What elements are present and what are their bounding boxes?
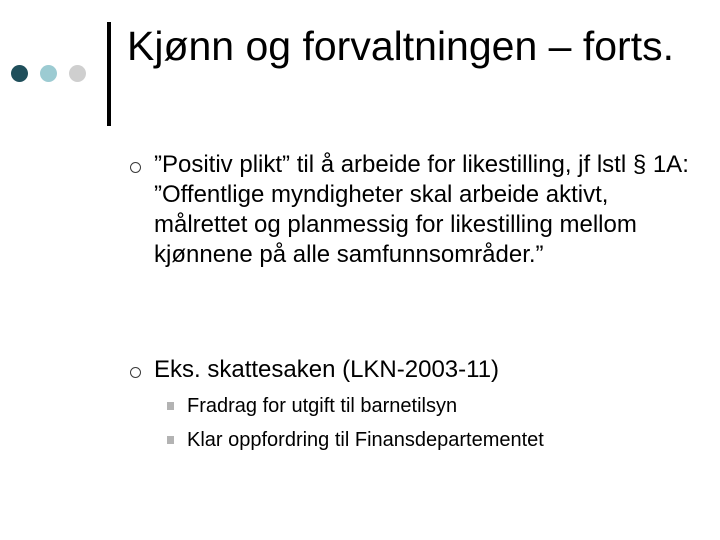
title-divider <box>107 22 111 126</box>
sub-bullet-item <box>0 393 720 421</box>
bullet-text: Eks. skattesaken (LKN-2003-11) <box>154 356 500 383</box>
decorative-dot-teal <box>40 65 57 82</box>
square-bullet-icon <box>167 402 174 410</box>
circle-bullet-icon <box>130 367 141 378</box>
circle-bullet-icon <box>130 162 141 173</box>
sub-bullet-text: Fradrag for utgift til barnetilsyn <box>187 395 458 417</box>
square-bullet-icon <box>167 436 174 444</box>
sub-bullet-item <box>0 427 720 455</box>
sub-bullet-text: Klar oppfordring til Finansdepartementet <box>187 429 544 451</box>
slide-title: Kjønn og forvaltningen – forts. <box>127 23 674 69</box>
decorative-dot-dark <box>11 65 28 82</box>
bullet-text: ”Positiv plikt” til å arbeide for likestilling, jf lstl § 1A: ”Offentlige myndigheter skal arbeide aktivt, målrettet og planmessig for likestilling mellom kjønnene på alle samfunnsområder.” <box>154 151 689 268</box>
decorative-dot-gray <box>69 65 86 82</box>
